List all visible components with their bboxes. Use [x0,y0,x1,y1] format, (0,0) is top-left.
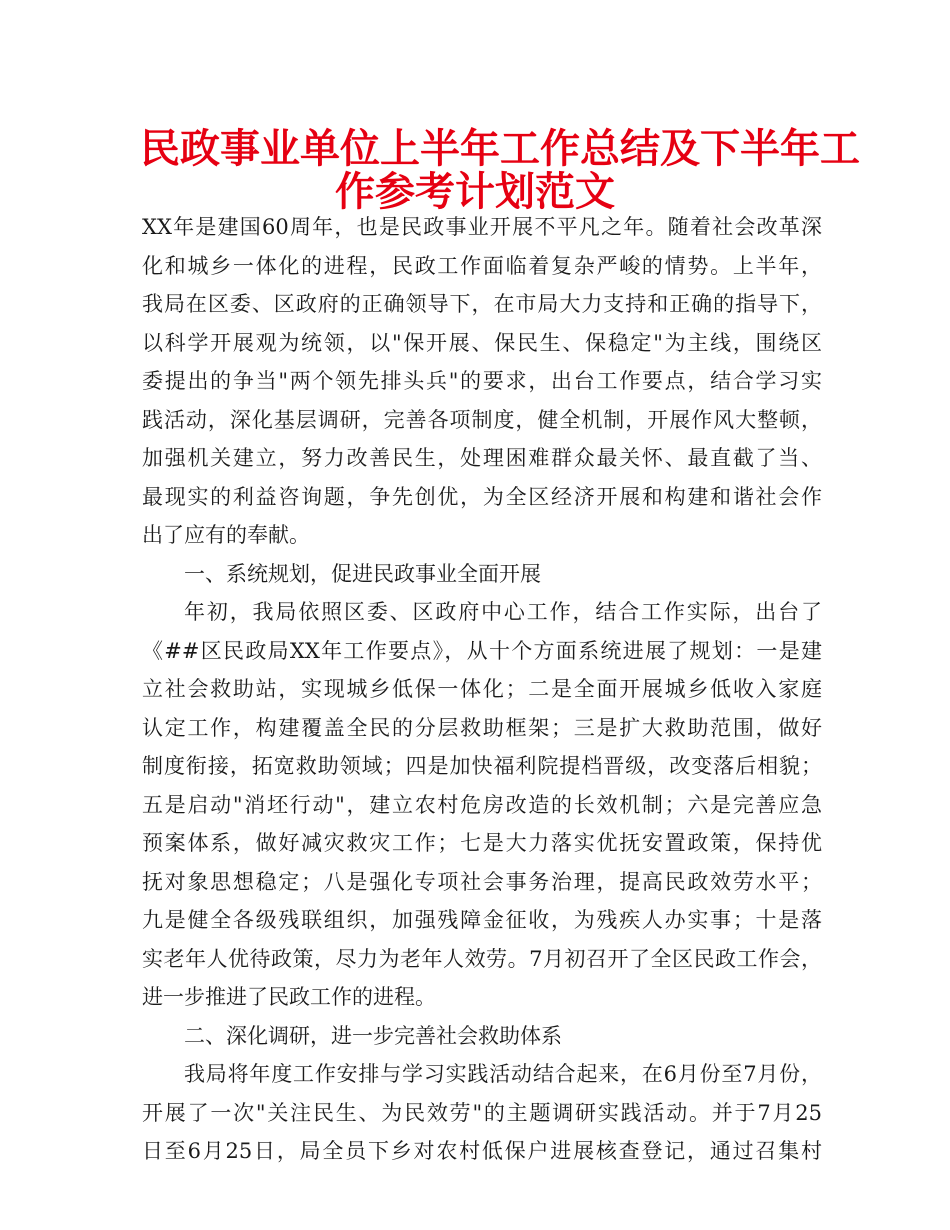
section-heading-2 [142,1017,822,1056]
text-line: 开展了一次"关注民生、为民效劳"的主题调研实践活动。并于7月25 [142,1100,822,1125]
document-title-line-1: 民政事业单位上半年工作总结及下半年工 [140,126,860,172]
text-line: 我局在区委、区政府的正确领导下，在市局大力支持和正确的指导下， [142,292,822,316]
text-line: 年初，我局依照区委、区政府中心工作，结合工作实际，出台了 [184,600,822,624]
paragraph-section-1 [142,593,822,1017]
text-line: 日至6月25日，局全员下乡对农村低保户进展核查登记，通过召集村 [142,1139,822,1163]
paragraph-section-2 [142,1055,822,1171]
text-line: 二、深化调研，进一步完善社会救助体系 [184,1023,562,1048]
text-line: 加强机关建立，努力改善民生，处理困难群众最关怀、最直截了当、 [142,446,822,470]
text-line: 预案体系，做好减灾救灾工作；七是大力落实优抚安置政策，保持优 [142,831,822,855]
text-line: 以科学开展观为统领，以"保开展、保民生、保稳定"为主线，围绕区 [142,330,822,355]
text-line: 委提出的争当"两个领先排头兵"的要求，出台工作要点，结合学习实 [142,369,822,393]
text-line: 立社会救助站，实现城乡低保一体化；二是全面开展城乡低收入家庭 [142,677,822,701]
text-line: 五是启动"消坯行动"，建立农村危房改造的长效机制；六是完善应急 [142,792,822,817]
text-line: 《##区民政局XX年工作要点》，从十个方面系统进展了规划：一是建 [142,638,822,663]
document-body [142,208,822,1171]
paragraph-intro [142,208,822,555]
text-line: 出了应有的奉献。 [142,523,310,547]
text-line: 制度衔接，拓宽救助领域；四是加快福利院提档晋级，改变落后相貌； [142,754,822,778]
text-line: 进一步推进了民政工作的进程。 [142,985,436,1009]
text-line: 认定工作，构建覆盖全民的分层救助框架；三是扩大救助范围，做好 [142,715,822,740]
text-line: 实老年人优待政策，尽力为老年人效劳。7月初召开了全区民政工作会， [142,946,822,971]
document-title-line-2: 作参考计划范文 [335,169,615,215]
text-line: 我局将年度工作安排与学习实践活动结合起来，在6月份至7月份， [184,1062,822,1086]
text-line: 一、系统规划，促进民政事业全面开展 [184,561,541,586]
text-line: XX年是建国60周年，也是民政事业开展不平凡之年。随着社会改革深 [142,215,822,239]
text-line: 践活动，深化基层调研，完善各项制度，健全机制，开展作风大整顿， [142,407,822,432]
section-heading-1 [142,555,822,594]
text-line: 抚对象思想稳定；八是强化专项社会事务治理，提高民政效劳水平； [142,869,822,894]
text-line: 最现实的利益咨询题，争先创优，为全区经济开展和构建和谐社会作 [142,484,822,509]
text-line: 化和城乡一体化的进程，民政工作面临着复杂严峻的情势。上半年， [142,253,822,278]
text-line: 九是健全各级残联组织，加强残障金征收，为残疾人办实事；十是落 [142,908,822,932]
